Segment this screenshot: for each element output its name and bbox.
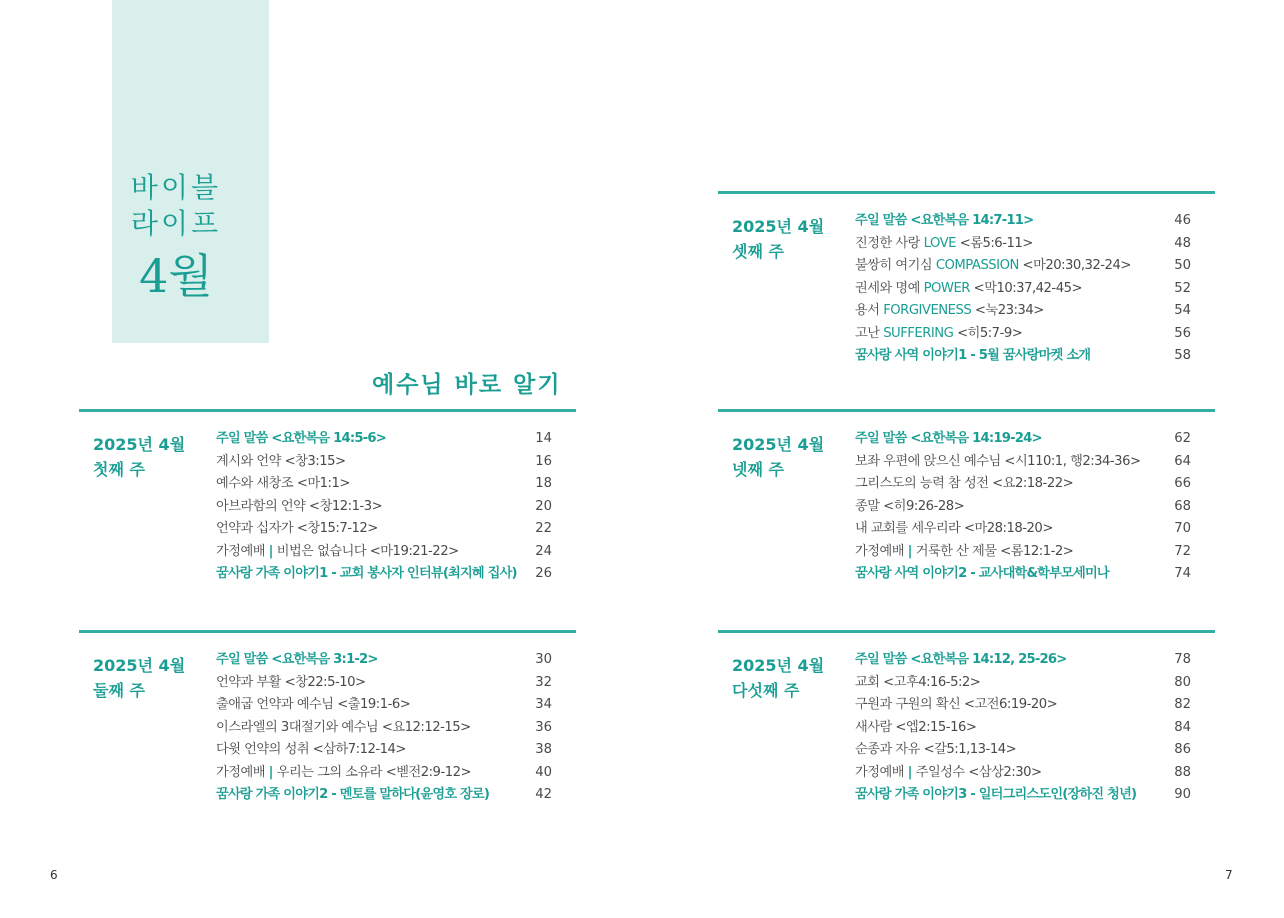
toc-entry-page: 54 [1174,303,1191,318]
entry-english: POWER [923,280,970,296]
toc-entry-title: 아브라함의 언약 <창12:1-3> [216,498,383,514]
separator-bar: | [268,764,273,780]
toc-entry-title: 꿈사랑 가족 이야기1 - 교회 봉사자 인터뷰(최지혜 집사) [216,566,517,581]
toc-entry-title: 언약과 부활 <창22:5-10> [216,674,366,690]
entry-text: 비법은 없습니다 <마19:21-22> [276,543,459,559]
toc-entry-sermon [216,428,562,451]
week-label [93,653,185,703]
toc-entry-page: 34 [535,697,552,712]
toc-entry-sermon [855,210,1201,233]
toc-entries [855,210,1201,368]
toc-entry-title: 주일 말씀 <요한복음 14:5-6> [216,431,387,446]
toc-entry-title: 주일 말씀 <요한복음 14:12, 25-26> [855,652,1067,667]
week-label-week: 둘째 주 [93,681,145,700]
toc-entry [216,672,562,695]
toc-entry-page: 16 [535,453,552,469]
entry-korean: 불쌍히 여기심 [855,258,933,273]
toc-entry-page: 74 [1174,566,1191,581]
week-section-1 [79,409,576,609]
week-label-date: 2025년 4월 [732,656,825,675]
toc-entry-title [855,541,1073,563]
toc-entry-title: 그리스도의 능력 참 성전 <요2:18-22> [855,476,1074,491]
title-month: 4월 [139,249,213,303]
entry-reference: <마20:30,32-24> [1022,258,1131,273]
toc-entry-title: 출애굽 언약과 예수님 <출19:1-6> [216,697,411,712]
entry-english: SUFFERING [883,325,954,341]
toc-entry [216,717,562,740]
toc-entry-title: 종말 <히9:26-28> [855,498,965,514]
toc-entry [855,451,1201,474]
toc-entry-title: 이스라엘의 3대절기와 예수님 <요12:12-15> [216,719,471,735]
toc-entry-page: 18 [535,476,552,491]
toc-entry-title [216,762,471,784]
toc-entry-title: 보좌 우편에 앉으신 예수님 <시110:1, 행2:34-36> [855,453,1141,469]
separator-bar: | [268,543,273,559]
toc-entry-title: 새사람 <엡2:15-16> [855,719,977,735]
worship-prefix: 가정예배 [216,543,265,559]
week-section-3 [718,191,1215,391]
toc-entry-title: 언약과 십자가 <창15:7-12> [216,521,378,536]
toc-entry-title: 꿈사랑 사역 이야기2 - 교사대학&학부모세미나 [855,566,1109,581]
section-divider [79,409,576,412]
week-section-2 [79,630,576,830]
section-divider [718,630,1215,633]
toc-entries [216,649,562,807]
entry-text: 주일성수 <삼상2:30> [915,764,1042,780]
entry-text: 거룩한 산 제물 <롬12:1-2> [915,543,1074,559]
toc-entry-sermon [216,649,562,672]
week-label [732,214,824,264]
toc-entry-page: 62 [1174,431,1191,446]
toc-entry-title: 교회 <고후4:16-5:2> [855,674,981,690]
toc-entry-page: 58 [1174,348,1191,363]
toc-entry-page: 78 [1174,652,1191,667]
week-label-date: 2025년 4월 [93,656,186,675]
worship-prefix: 가정예배 [855,764,904,780]
toc-entry-title: 꿈사랑 가족 이야기3 - 일터그리스도인(장하진 청년) [855,787,1137,802]
toc-entry-page: 84 [1174,719,1191,735]
toc-entry-story [855,563,1201,586]
worship-prefix: 가정예배 [855,543,904,559]
entry-english: LOVE [923,235,956,251]
week-label-week: 넷째 주 [732,460,784,479]
toc-entry-page: 14 [535,431,552,446]
toc-entry [855,717,1201,740]
page-number-right: 7 [1225,868,1233,882]
toc-entry-title [855,278,1082,300]
entry-text: 우리는 그의 소유라 <벧전2:9-12> [276,764,472,780]
entry-korean: 고난 [855,325,880,341]
toc-entry-page: 42 [535,787,552,802]
toc-entry-page: 52 [1174,280,1191,296]
toc-entry [855,518,1201,541]
toc-entry-sermon [855,649,1201,672]
toc-entry [216,451,562,474]
toc-entry-title: 내 교회를 세우리라 <마28:18-20> [855,521,1053,536]
toc-entry-page: 68 [1174,498,1191,514]
toc-entry-page: 46 [1174,213,1191,228]
toc-entry-page: 38 [535,742,552,757]
toc-entry-story [855,784,1201,807]
toc-entry-page: 82 [1174,697,1191,712]
toc-entry-title: 예수와 새창조 <마1:1> [216,476,350,491]
week-label [93,432,185,482]
entry-english: FORGIVENESS [883,303,972,318]
toc-entry-title [855,233,1033,255]
section-subtitle: 예수님 바로 알기 [372,371,562,398]
toc-entries [216,428,562,586]
toc-entry-page: 22 [535,521,552,536]
entry-korean: 진정한 사랑 [855,235,920,251]
toc-entry [216,762,562,785]
section-divider [79,630,576,633]
toc-entry [855,496,1201,519]
entry-reference: <히5:7-9> [957,325,1023,341]
section-divider [718,409,1215,412]
week-section-4 [718,409,1215,609]
week-section-5 [718,630,1215,830]
toc-entry [855,233,1201,256]
toc-entry-page: 88 [1174,764,1191,780]
toc-entry [216,694,562,717]
toc-entry [855,278,1201,301]
toc-entry-page: 64 [1174,453,1191,469]
separator-bar: | [907,543,912,559]
week-label-week: 셋째 주 [732,242,784,261]
toc-entry-title: 주일 말씀 <요한복음 3:1-2> [216,652,378,667]
toc-entry-page: 24 [535,543,552,559]
toc-entry [855,300,1201,323]
toc-entry-page: 56 [1174,325,1191,341]
toc-entry-page: 66 [1174,476,1191,491]
toc-entry-page: 48 [1174,235,1191,251]
toc-entry-story [216,563,562,586]
toc-entry-page: 50 [1174,258,1191,273]
toc-entry-page: 32 [535,674,552,690]
toc-entry [855,762,1201,785]
week-label-date: 2025년 4월 [93,435,186,454]
toc-entry [855,323,1201,346]
week-label-date: 2025년 4월 [732,217,825,236]
toc-entry-title [216,541,459,563]
book-title [112,170,240,308]
toc-entry [855,672,1201,695]
week-label [732,653,824,703]
worship-prefix: 가정예배 [216,764,265,780]
toc-entry [216,473,562,496]
toc-entry [855,255,1201,278]
toc-entry-title: 구원과 구원의 확신 <고전6:19-20> [855,697,1058,712]
toc-entry-page: 72 [1174,543,1191,559]
toc-entry-title: 순종과 자유 <갈5:1,13-14> [855,742,1017,757]
toc-entry-title [855,255,1131,277]
entry-reference: <막10:37,42-45> [973,280,1083,296]
entry-korean: 권세와 명예 [855,280,920,296]
week-label-week: 첫째 주 [93,460,145,479]
toc-entry [855,694,1201,717]
toc-entry [216,541,562,564]
toc-entry-title [855,762,1042,784]
entry-english: COMPASSION [935,258,1019,273]
week-label [732,432,824,482]
toc-entries [855,649,1201,807]
toc-entry-page: 30 [535,652,552,667]
toc-entry-sermon [855,428,1201,451]
separator-bar: | [907,764,912,780]
toc-entry-page: 36 [535,719,552,735]
toc-entry-page: 90 [1174,787,1191,802]
title-line-2: 라이프 [130,207,222,240]
title-line-1: 바이블 [130,171,222,204]
toc-entry-title [855,323,1022,345]
week-label-date: 2025년 4월 [732,435,825,454]
toc-entry-title: 다윗 언약의 성취 <삼하7:12-14> [216,742,406,757]
toc-entry-story [855,345,1201,368]
toc-entry-title: 꿈사랑 가족 이야기2 - 멘토를 말하다(윤영호 장로) [216,787,490,802]
entry-reference: <눅23:34> [974,303,1044,318]
toc-entry-page: 20 [535,498,552,514]
toc-entry-title: 꿈사랑 사역 이야기1 - 5월 꿈사랑마켓 소개 [855,348,1091,363]
toc-entry-page: 40 [535,764,552,780]
toc-entry [216,739,562,762]
entry-korean: 용서 [855,303,880,318]
toc-entry [855,473,1201,496]
page-number-left: 6 [50,868,58,882]
section-divider [718,191,1215,194]
week-label-week: 다섯째 주 [732,681,800,700]
toc-entry-story [216,784,562,807]
toc-entry [216,518,562,541]
toc-entry [855,541,1201,564]
toc-entry-page: 70 [1174,521,1191,536]
toc-entry-page: 26 [535,566,552,581]
toc-entry-page: 80 [1174,674,1191,690]
toc-entry-page: 86 [1174,742,1191,757]
toc-entries [855,428,1201,586]
toc-entry-title [855,300,1044,322]
toc-entry-title: 계시와 언약 <창3:15> [216,453,346,469]
toc-entry-title: 주일 말씀 <요한복음 14:7-11> [855,213,1034,228]
entry-reference: <롬5:6-11> [959,235,1033,251]
toc-entry [216,496,562,519]
toc-entry [855,739,1201,762]
toc-entry-title: 주일 말씀 <요한복음 14:19-24> [855,431,1042,446]
